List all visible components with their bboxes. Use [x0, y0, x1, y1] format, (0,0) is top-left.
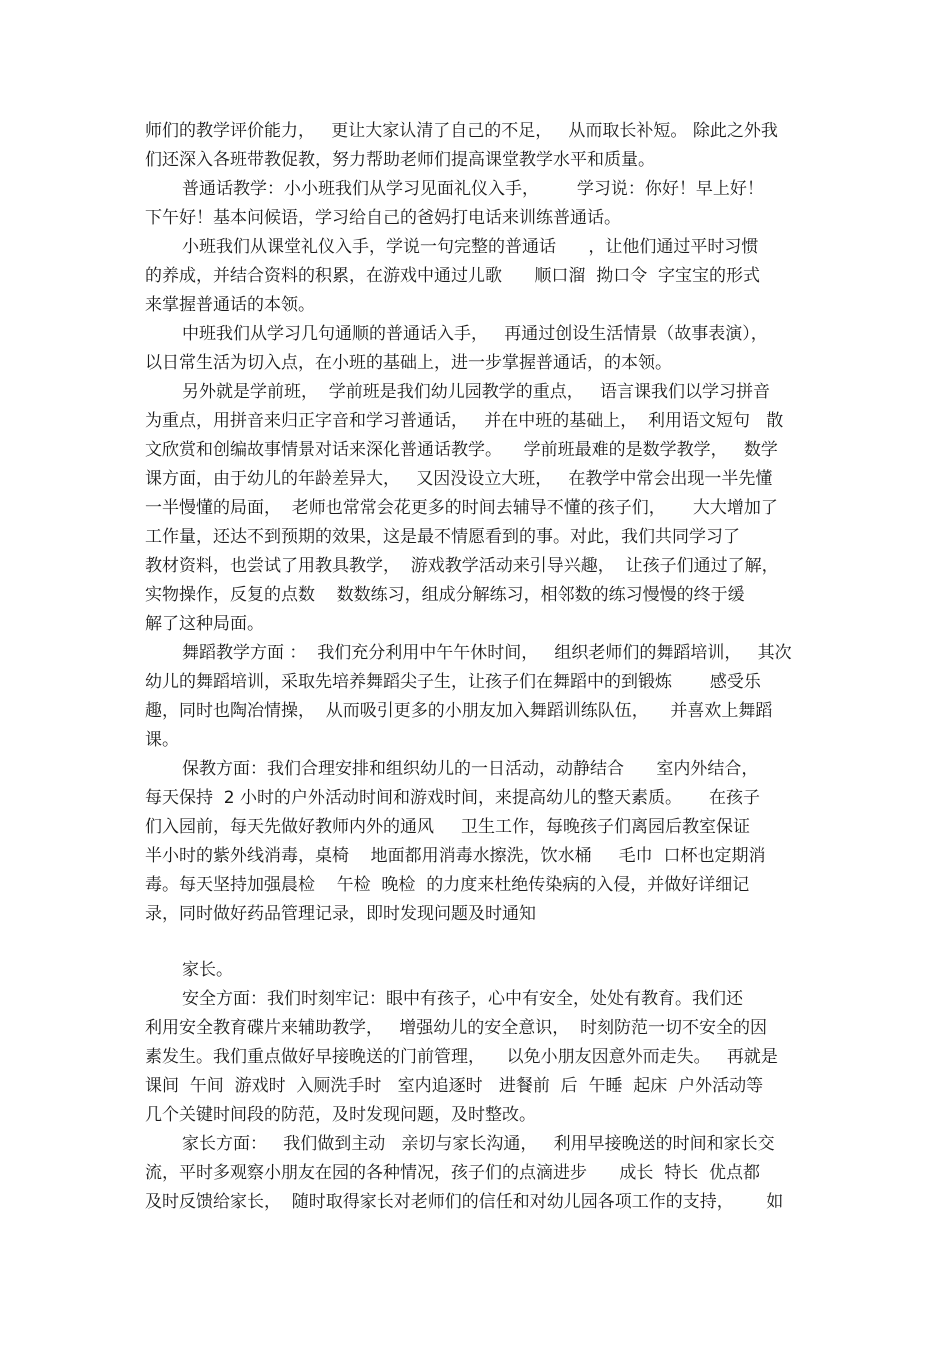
text-line: 来掌握普通话的本领。 — [145, 295, 315, 315]
text-line: 家长。 — [182, 960, 233, 980]
text-line: 另外就是学前班， 学前班是我们幼儿园教学的重点， 语言课我们以学习拼音 — [182, 382, 771, 402]
text-line: 家长方面： 我们做到主动 亲切与家长沟通， 利用早接晚送的时间和家长交 — [182, 1134, 775, 1154]
text-line: 下午好！基本问候语，学习给自己的爸妈打电话来训练普通话。 — [145, 208, 621, 228]
text-line: 舞蹈教学方面 ： 我们充分利用中午午休时间， 组织老师们的舞蹈培训， 其次 — [182, 643, 792, 663]
text-line: 利用安全教育碟片来辅助教学， 增强幼儿的安全意识， 时刻防范一切不安全的因 — [145, 1018, 768, 1038]
text-line: 一半慢懂的局面， 老师也常常会花更多的时间去辅导不懂的孩子们， 大大增加了 — [145, 498, 778, 518]
text-line: 趣，同时也陶冶情操， 从而吸引更多的小朋友加入舞蹈训练队伍， 并喜欢上舞蹈 — [145, 701, 773, 721]
text-line: 录，同时做好药品管理记录，即时发现问题及时通知 — [145, 904, 536, 924]
text-line: 工作量，还达不到预期的效果，这是最不情愿看到的事。对此，我们共同学习了 — [145, 527, 740, 547]
text-line: 保教方面：我们合理安排和组织幼儿的一日活动，动静结合 室内外结合， — [182, 759, 759, 779]
text-line: 几个关键时间段的防范，及时发现问题，及时整改。 — [145, 1105, 536, 1125]
text-line: 实物操作，反复的点数 数数练习，组成分解练习，相邻数的练习慢慢的终于缓 — [145, 585, 745, 605]
text-line: 教材资料，也尝试了用教具教学， 游戏教学活动来引导兴趣， 让孩子们通过了解， — [145, 556, 779, 576]
text-line: 半小时的紫外线消毒，桌椅 地面都用消毒水擦洗，饮水桶 毛巾 口杯也定期消 — [145, 846, 766, 866]
text-line: 文欣赏和创编故事情景对话来深化普通话教学。 学前班最难的是数学教学， 数学 — [145, 440, 778, 460]
text-line: 安全方面：我们时刻牢记：眼中有孩子，心中有安全，处处有教育。我们还 — [182, 989, 743, 1009]
text-line: 们还深入各班带教促教，努力帮助老师们提高课堂教学水平和质量。 — [145, 150, 655, 170]
text-line: 的养成，并结合资料的积累，在游戏中通过儿歌 顺口溜 拗口令 字宝宝的形式 — [145, 266, 761, 286]
text-line: 毒。每天坚持加强晨检 午检 晚检 的力度来杜绝传染病的入侵，并做好详细记 — [145, 875, 750, 895]
text-line: 小班我们从课堂礼仪入手，学说一句完整的普通话 ，让他们通过平时习惯 — [182, 237, 759, 257]
text-line: 课方面，由于幼儿的年龄差异大， 又因没设立大班， 在教学中常会出现一半先懂 — [145, 469, 773, 489]
text-line: 为重点，用拼音来归正字音和学习普通话， 并在中班的基础上， 利用语文短句 散 — [145, 411, 784, 431]
text-line: 课间 午间 游戏时 入厕洗手时 室内追逐时 进餐前 后 午睡 起床 户外活动等 — [145, 1076, 764, 1096]
text-line: 解了这种局面。 — [145, 614, 264, 634]
text-line: 们入园前，每天先做好教师内外的通风 卫生工作，每晚孩子们离园后教室保证 — [145, 817, 751, 837]
text-line: 及时反馈给家长， 随时取得家长对老师们的信任和对幼儿园各项工作的支持， 如 — [145, 1192, 784, 1212]
text-line: 素发生。我们重点做好早接晚送的门前管理， 以免小朋友因意外而走失。 再就是 — [145, 1047, 778, 1067]
text-line: 以日常生活为切入点，在小班的基础上，进一步掌握普通话，的本领。 — [145, 353, 672, 373]
text-line: 中班我们从学习几句通顺的普通话入手， 再通过创设生活情景（故事表演）， — [182, 324, 768, 344]
text-line: 每天保持 2 小时的户外活动时间和游戏时间，来提高幼儿的整天素质。 在孩子 — [145, 788, 761, 808]
text-line: 流，平时多观察小朋友在园的各种情况，孩子们的点滴进步 成长 特长 优点都 — [145, 1163, 761, 1183]
text-line: 师们的教学评价能力， 更让大家认清了自己的不足， 从而取长补短。 除此之外我 — [145, 121, 778, 141]
text-line: 幼儿的舞蹈培训，采取先培养舞蹈尖子生，让孩子们在舞蹈中的到锻炼 感受乐 — [145, 672, 761, 692]
text-line: 课。 — [145, 730, 179, 750]
text-line: 普通话教学：小小班我们从学习见面礼仪入手， 学习说：你好！早上好！ — [182, 179, 764, 199]
